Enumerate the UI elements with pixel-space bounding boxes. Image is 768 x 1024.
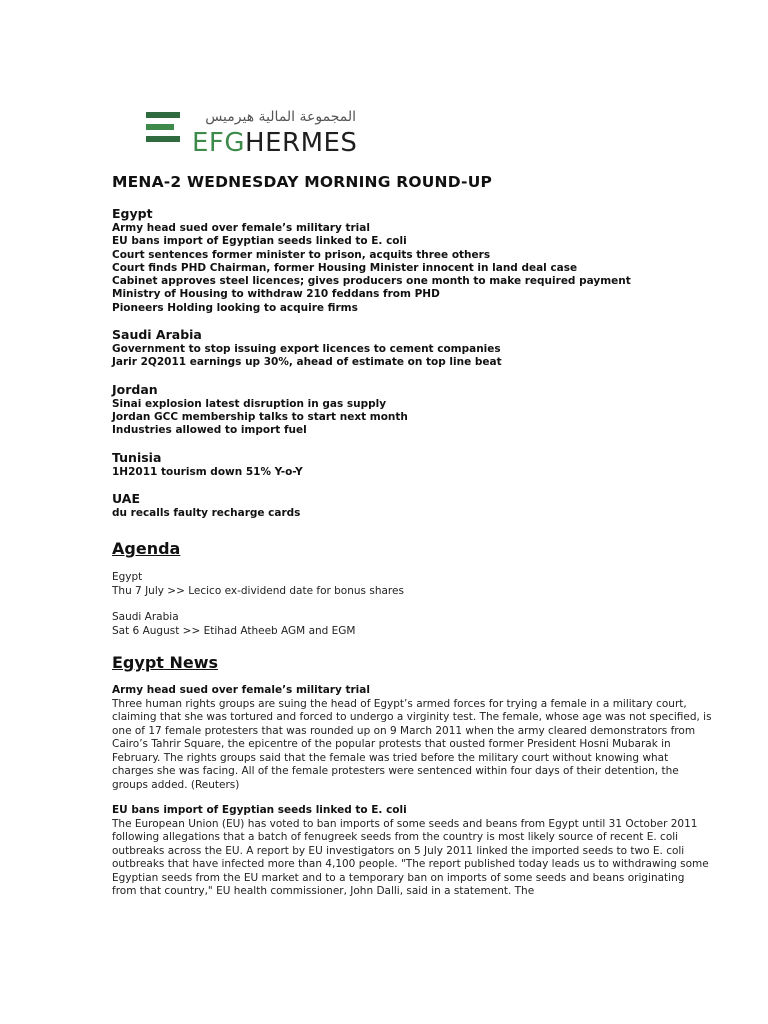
headline: EU bans import of Egyptian seeds linked to E. coli <box>112 235 407 248</box>
logo-efg: EFG <box>192 128 246 158</box>
article-body: Three human rights groups are suing the head of Egypt’s armed forces for trying a female in a military court, claiming that she was tortured and forced to undergo a virginity test. The female, whose age was not specified, is one of 17 female protesters that was rounded up on 9 March 2011 when the army cleared demonstrators from Cairo’s Tahrir Square, the epicentre of the popular protests that ousted former President Hosni Mubarak in February. The rights groups said that the female was tried before the military court without knowing what charges she was facing. All of the female protesters were sentenced within four days of their detention, the groups added. (Reuters) <box>112 697 712 791</box>
region-block <box>112 327 712 370</box>
headline: Court sentences former minister to prison, acquits three others <box>112 248 491 261</box>
region-block <box>112 491 712 520</box>
agenda-item <box>112 570 712 598</box>
headline: 1H2011 tourism down 51% Y-o-Y <box>112 465 303 478</box>
agenda-event: Sat 6 August >> Etihad Atheeb AGM and EGM <box>112 625 356 638</box>
document-title: MENA-2 WEDNESDAY MORNING ROUND-UP <box>112 173 493 191</box>
logo-arabic-text: المجموعة المالية هيرميس <box>205 109 356 125</box>
headline: Sinai explosion latest disruption in gas supply <box>112 397 387 410</box>
document-content <box>112 170 712 911</box>
news-article <box>112 804 712 899</box>
region-block <box>112 450 712 479</box>
egypt-news-articles <box>112 684 712 899</box>
region-block <box>112 206 712 315</box>
agenda-country: Egypt <box>112 571 143 584</box>
article-title: EU bans import of Egyptian seeds linked to E. coli <box>112 804 407 817</box>
egypt-news-heading: Egypt News <box>112 653 219 673</box>
headline: Cabinet approves steel licences; gives producers one month to make required payment <box>112 275 631 288</box>
region-name: Egypt <box>112 206 153 221</box>
logo-hermes: HERMES <box>245 128 358 158</box>
headline: Jordan GCC membership talks to start next month <box>112 410 408 423</box>
article-body: The European Union (EU) has voted to ban imports of some seeds and beans from Egypt until 31 October 2011 following allegations that a batch of fenugreek seeds from the country is most likely source of recent E. coli outbreaks across the EU. A report by EU investigators on 5 July 2011 linked the imported seeds to two E. coli outbreaks that have infected more than 4,100 people. "The report published today leads us to withdrawing some Egyptian seeds from the EU market and to a temporary ban on imports of some seeds and beans originating from that country," EU health commissioner, John Dalli, said in a statement. The <box>112 817 709 898</box>
article-title: Army head sued over female’s military trial <box>112 684 370 697</box>
logo-wordmark <box>192 128 357 158</box>
agenda-event: Thu 7 July >> Lecico ex-dividend date for bonus shares <box>112 585 404 598</box>
headline: du recalls faulty recharge cards <box>112 506 301 519</box>
regions-summary <box>112 206 712 520</box>
headline: Government to stop issuing export licences to cement companies <box>112 343 501 356</box>
region-block <box>112 382 712 438</box>
agenda-list <box>112 570 712 638</box>
agenda-country: Saudi Arabia <box>112 611 179 624</box>
headline: Pioneers Holding looking to acquire firms <box>112 301 358 314</box>
headline: Ministry of Housing to withdraw 210 feddans from PHD <box>112 288 440 301</box>
efg-hermes-logo <box>146 108 366 158</box>
headline: Court finds PHD Chairman, former Housing Minister innocent in land deal case <box>112 261 578 274</box>
logo-mark-icon <box>146 112 182 158</box>
headline: Industries allowed to import fuel <box>112 424 307 437</box>
headline: Jarir 2Q2011 earnings up 30%, ahead of estimate on top line beat <box>112 356 502 369</box>
news-article <box>112 684 712 792</box>
agenda-heading: Agenda <box>112 539 181 559</box>
region-name: Tunisia <box>112 449 162 465</box>
region-name: Jordan <box>112 381 158 397</box>
headline: Army head sued over female’s military trial <box>112 222 370 234</box>
agenda-item <box>112 610 712 638</box>
region-name: Saudi Arabia <box>112 327 202 343</box>
region-name: UAE <box>112 490 140 506</box>
